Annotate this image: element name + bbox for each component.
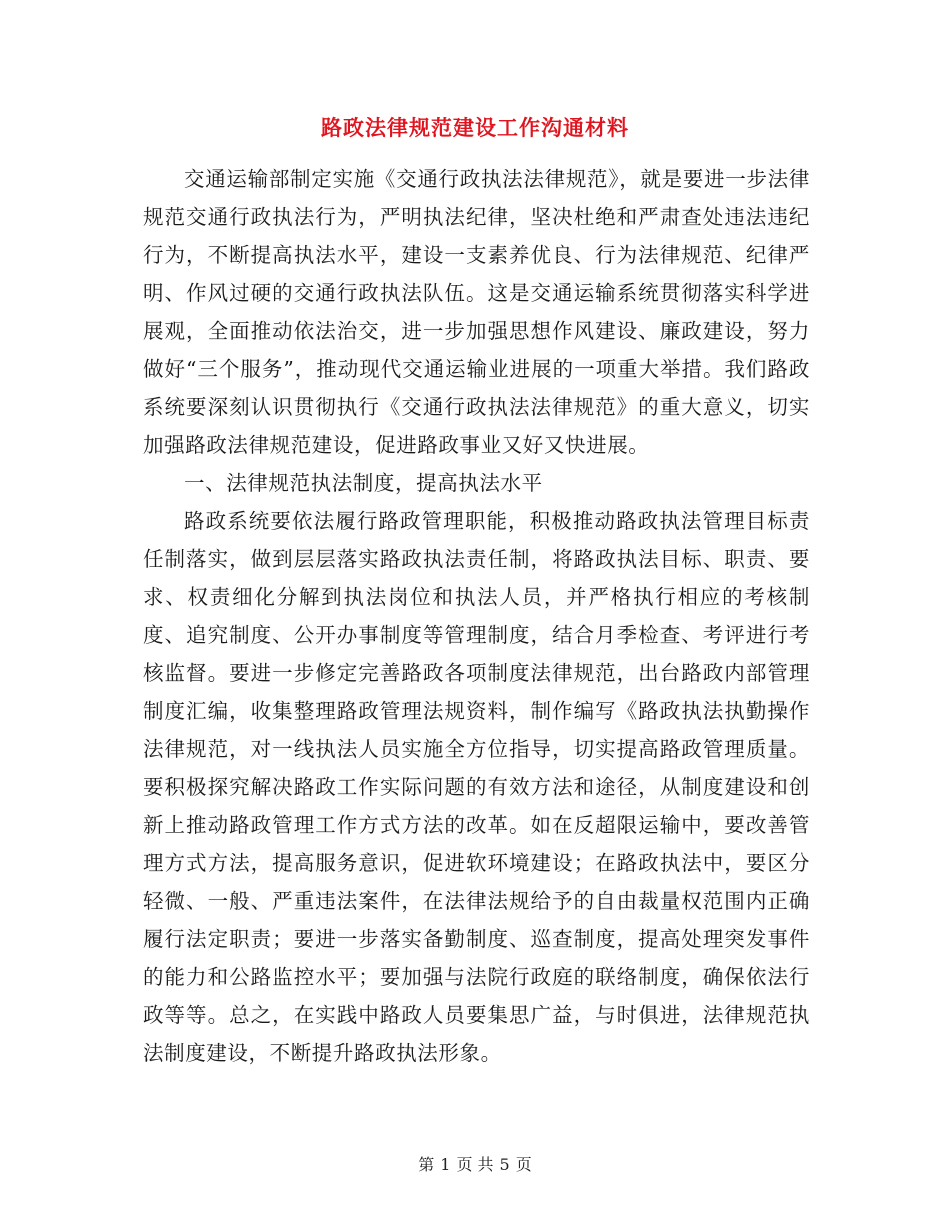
- section-heading-1: 一、法律规范执法制度，提高执法水平: [184, 471, 543, 495]
- document-body: [143, 160, 810, 1072]
- page-footer: [0, 1152, 950, 1175]
- footer-suffix: 页: [515, 1155, 532, 1174]
- paragraph-section-1: 路政系统要依法履行路政管理职能，积极推动路政执法管理目标责任制落实，做到层层落实路政执法责任制，将路政执法目标、职责、要求、权责细化分解到执法岗位和执法人员，并严格执行相应的考核制度、追究制度、公开办事制度等管理制度，结合月季检查、考评进行考核监督。要进一步修定完善路政各项制度法律规范，出台路政内部管理制度汇编，收集整理路政管理法规资料，制作编写《路政执法执勤操作法律规范，对一线执法人员实施全方位指导，切实提高路政管理质量。要积极探究解决路政工作实际问题的有效方法和途径，从制度建设和创新上推动路政管理工作方式方法的改革。如在反超限运输中，要改善管理方式方法，提高服务意识，促进软环境建设；在路政执法中，要区分轻微、一般、严重违法案件，在法律法规给予的自由裁量权范围内正确履行法定职责；要进一步落实备勤制度、巡查制度，提高处理突发事件的能力和公路监控水平；要加强与法院行政庭的联络制度，确保依法行政等等。总之，在实践中路政人员要集思广益，与时俱进，法律规范执法制度建设，不断提升路政执法形象。: [143, 509, 810, 1065]
- footer-prefix: 第: [418, 1155, 435, 1174]
- document-title: 路政法律规范建设工作沟通材料: [321, 115, 629, 140]
- paragraph-intro: 交通运输部制定实施《交通行政执法法律规范》，就是要进一步法律规范交通行政执法行为，严明执法纪律，坚决杜绝和严肃查处违法违纪行为，不断提高执法水平，建设一支素养优良、行为法律规范、纪律严明、作风过硬的交通行政执法队伍。这是交通运输系统贯彻落实科学进展观，全面推动依法治交，进一步加强思想作风建设、廉政建设，努力做好“三个服务”，推动现代交通运输业进展的一项重大举措。我们路政系统要深刻认识贯彻执行《交通行政执法法律规范》的重大意义，切实加强路政法律规范建设，促进路政事业又好又快进展。: [143, 167, 810, 457]
- footer-current-page: 1: [440, 1155, 451, 1174]
- footer-total-pages: 5: [499, 1155, 510, 1174]
- footer-middle: 页 共: [456, 1155, 494, 1174]
